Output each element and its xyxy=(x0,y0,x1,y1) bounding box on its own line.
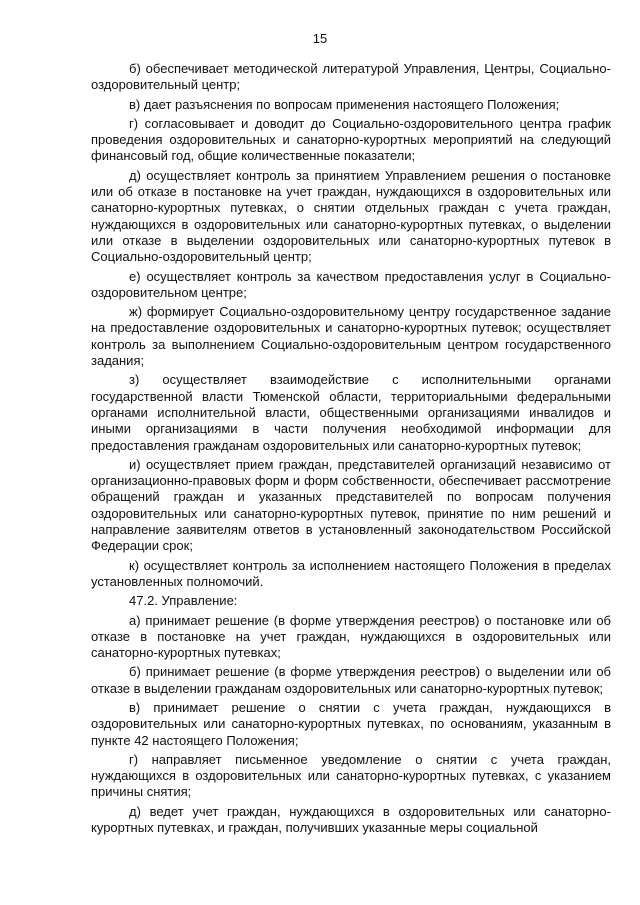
paragraph-k-control-execution: к) осуществляет контроль за исполнением настоящего Положения в пределах установленных полномочий. xyxy=(91,557,611,589)
paragraph-v-explanations: в) дает разъяснения по вопросам применения настоящего Положения; xyxy=(129,96,560,112)
paragraph-b-allocation-decision: б) принимает решение (в форме утверждения реестров) о выделении или об отказе в выделении гражданам оздоровительных или санаторно-курортных путевок; xyxy=(91,664,611,696)
paragraph-g-notification: г) направляет письменное уведомление о снятии с учета граждан, нуждающихся в оздоровительных или санаторно-курортных путевках, с указанием причины снятия; xyxy=(91,751,611,800)
paragraph-zh-state-task: ж) формирует Социально-оздоровительному центру государственное задание на предоставление оздоровительных и санаторно-курортных путевок; осуществляет контроль за выполнением Социально-оздоровительным центром государственного задания; xyxy=(91,304,611,369)
section-heading-47-2: 47.2. Управление: xyxy=(129,593,238,609)
paragraph-v-removal-decision: в) принимает решение о снятии с учета граждан, нуждающихся в оздоровительных или санаторно-курортных путевках, по основаниям, указанным в пункте 42 настоящего Положения; xyxy=(91,699,611,748)
paragraph-g-schedule: г) согласовывает и доводит до Социально-оздоровительного центра график проведения оздоровительных и санаторно-курортных мероприятий на следующий финансовый год, общие количественные показатели; xyxy=(91,115,611,164)
document-body xyxy=(91,61,611,839)
paragraph-e-service-quality: е) осуществляет контроль за качеством предоставления услуг в Социально-оздоровительном центре; xyxy=(91,268,611,300)
paragraph-d-control-decisions: д) осуществляет контроль за принятием Управлением решения о постановке или об отказе в постановке на учет граждан, нуждающихся в оздоровительных или санаторно-курортных путевках, о снятии отдельных граждан с учета граждан, нуждающихся в оздоровительных или санаторно-курортных путевках, о выделении или отказе в выделении оздоровительных или санаторно-курортных путевок в Социально-оздоровительный центр; xyxy=(91,167,611,265)
paragraph-a-registration-decision: а) принимает решение (в форме утверждения реестров) о постановке или об отказе в постановке на учет граждан, нуждающихся в оздоровительных или санаторно-курортных путевках; xyxy=(91,612,611,661)
paragraph-i-reception: и) осуществляет прием граждан, представителей организаций независимо от организационно-правовых форм и форм собственности, обеспечивает рассмотрение обращений граждан и указанных представителей по вопросам получения оздоровительных или санаторно-курортных путевок, принятие по ним решений и направление заявителям ответов в установленный законодательством Российской Федерации срок; xyxy=(91,456,611,554)
paragraph-z-interaction: з) осуществляет взаимодействие с исполнительными органами государственной власти Тюменской области, территориальными федеральными органами исполнительной власти, общественными организациями инвалидов и иными организациями в части получения необходимой информации для предоставления гражданам оздоровительных или санаторно-курортных путевок; xyxy=(91,372,611,453)
page-number: 15 xyxy=(312,31,328,46)
paragraph-b-methodical-literature: б) обеспечивает методической литературой Управления, Центры, Социально-оздоровительный центр; xyxy=(91,61,611,93)
paragraph-d-accounting: д) ведет учет граждан, нуждающихся в оздоровительных или санаторно-курортных путевках, и граждан, получивших указанные меры социальной xyxy=(91,803,611,836)
